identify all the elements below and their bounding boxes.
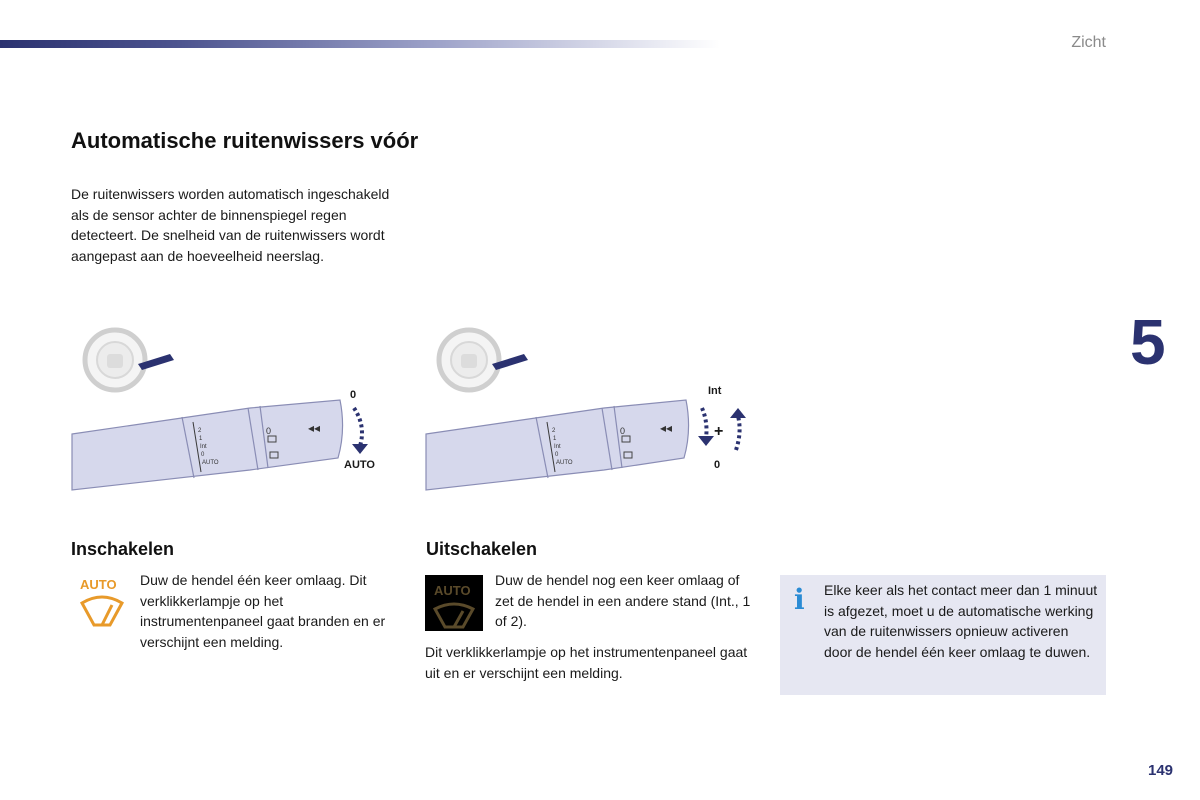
steering-wheel-icon [85, 330, 174, 390]
intro-paragraph: De ruitenwissers worden automatisch ingeschakeld als de sensor achter de binnenspiegel regen detecteert. De snelheid van de ruitenwissers wordt aangepast aan de hoeveelheid neerslag. [71, 186, 390, 264]
chapter-number: 5 [1130, 306, 1166, 378]
svg-text:◂◂: ◂◂ [308, 421, 321, 435]
info-text: Elke keer als het contact meer dan 1 minuut is afgezet, moet u de automatische werking van de ruitenwissers opnieuw activeren door de hendel één keer omlaag te duwen. [824, 582, 1098, 660]
svg-text:0: 0 [620, 426, 626, 436]
header-gradient-bar [0, 40, 720, 48]
uitschakelen-text: Duw de hendel nog een keer omlaag of zet de hendel in een andere stand (Int., 1 of 2). [495, 572, 751, 629]
inschakelen-text: Duw de hendel één keer omlaag. Dit verklikkerlampje op het instrumentenpaneel gaat branden en er verschijnt een melding. [140, 572, 386, 650]
stalk-mark: Int [200, 444, 207, 450]
svg-text:0: 0 [266, 426, 272, 436]
stalk-mark: 0 [555, 452, 559, 458]
stalk-mark: AUTO [202, 460, 219, 466]
uitschakelen-note: Dit verklikkerlampje op het instrumentenpaneel gaat uit en er verschijnt een melding. [425, 644, 748, 681]
wiper-stalk-on-illustration [70, 322, 380, 494]
svg-text:◂◂: ◂◂ [660, 421, 673, 435]
stalk-mark: AUTO [556, 460, 573, 466]
auto-wiper-indicator-icon [78, 575, 126, 631]
position-label-int: Int [708, 385, 722, 397]
uitschakelen-heading: Uitschakelen [426, 539, 538, 559]
stalk-mark: 2 [552, 428, 556, 434]
wiper-stalk-off-illustration [424, 322, 764, 494]
position-label-plus: + [714, 423, 724, 440]
page-title: Automatische ruitenwissers vóór [71, 128, 419, 153]
auto-wiper-off-indicator-icon [425, 575, 483, 631]
position-label-0: 0 [714, 459, 721, 471]
section-label: Zicht [1071, 34, 1106, 51]
position-label-0: 0 [350, 389, 357, 401]
stalk-mark: 1 [199, 436, 203, 442]
stalk-mark: 0 [201, 452, 205, 458]
position-label-auto: AUTO [344, 459, 375, 471]
page-number: 149 [1148, 762, 1174, 779]
stalk-mark: 1 [553, 436, 557, 442]
auto-icon-label: AUTO [80, 577, 117, 592]
stalk-mark: 2 [198, 428, 202, 434]
stalk-mark: Int [554, 444, 561, 450]
auto-icon-label: AUTO [434, 583, 471, 598]
info-icon: i [794, 583, 805, 616]
inschakelen-heading: Inschakelen [71, 539, 175, 559]
info-box [780, 575, 1106, 695]
steering-wheel-icon [439, 330, 528, 390]
